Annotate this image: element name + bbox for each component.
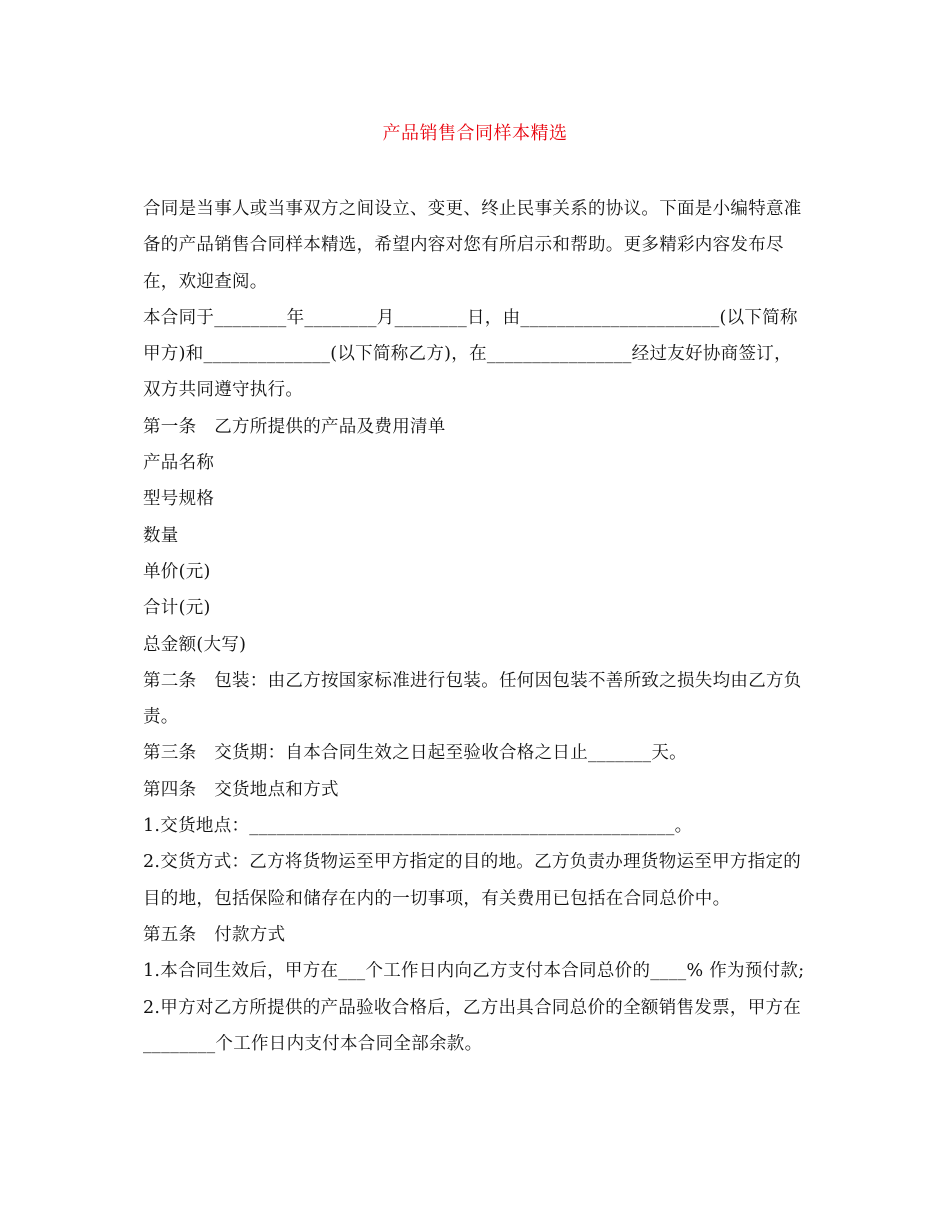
unit-price-line: 单价(元) — [143, 561, 211, 582]
article-5-heading: 第五条 付款方式 — [143, 924, 286, 945]
article-4-heading: 第四条 交货地点和方式 — [143, 779, 339, 800]
product-name-line: 产品名称 — [143, 453, 215, 474]
total-amount-line: 总金额(大写) — [143, 634, 247, 655]
subtotal-line: 合计(元) — [143, 598, 211, 619]
delivery-location-line: 1.交货地点：_______________________________________________。 — [143, 816, 693, 837]
intro-paragraph: 合同是当事人或当事双方之间设立、变更、终止民事关系的协议。下面是小编特意准备的产品销售合同样本精选，希望内容对您有所启示和帮助。更多精彩内容发布尽在，欢迎查阅。 — [143, 199, 802, 292]
article-3-paragraph: 第三条 交货期：自本合同生效之日起至验收合格之日止_______天。 — [143, 743, 687, 764]
model-spec-line: 型号规格 — [143, 489, 215, 510]
article-1-heading: 第一条 乙方所提供的产品及费用清单 — [143, 416, 446, 437]
quantity-line: 数量 — [143, 525, 179, 546]
delivery-method-paragraph: 2.交货方式：乙方将货物运至甲方指定的目的地。乙方负责办理货物运至甲方指定的目的地，包括保险和储存在内的一切事项，有关费用已包括在合同总价中。 — [143, 852, 802, 909]
payment-clause-1: 1.本合同生效后，甲方在___个工作日内向乙方支付本合同总价的____% 作为预付款; — [143, 961, 805, 982]
document-body — [143, 191, 807, 1062]
article-2-paragraph: 第二条 包装：由乙方按国家标准进行包装。任何因包装不善所致之损失均由乙方负责。 — [143, 670, 802, 728]
payment-clause-2: 2.甲方对乙方所提供的产品验收合格后，乙方出具合同总价的全额销售发票，甲方在________个工作日内支付本合同全部余款。 — [143, 997, 802, 1054]
document-title: 产品销售合同样本精选 — [382, 123, 568, 144]
contract-parties-paragraph: 本合同于________年________月________日，由______________________(以下简称甲方)和______________(以下简称乙方)，在________________经过友好协商签订，双方共同遵守执行。 — [143, 307, 798, 401]
